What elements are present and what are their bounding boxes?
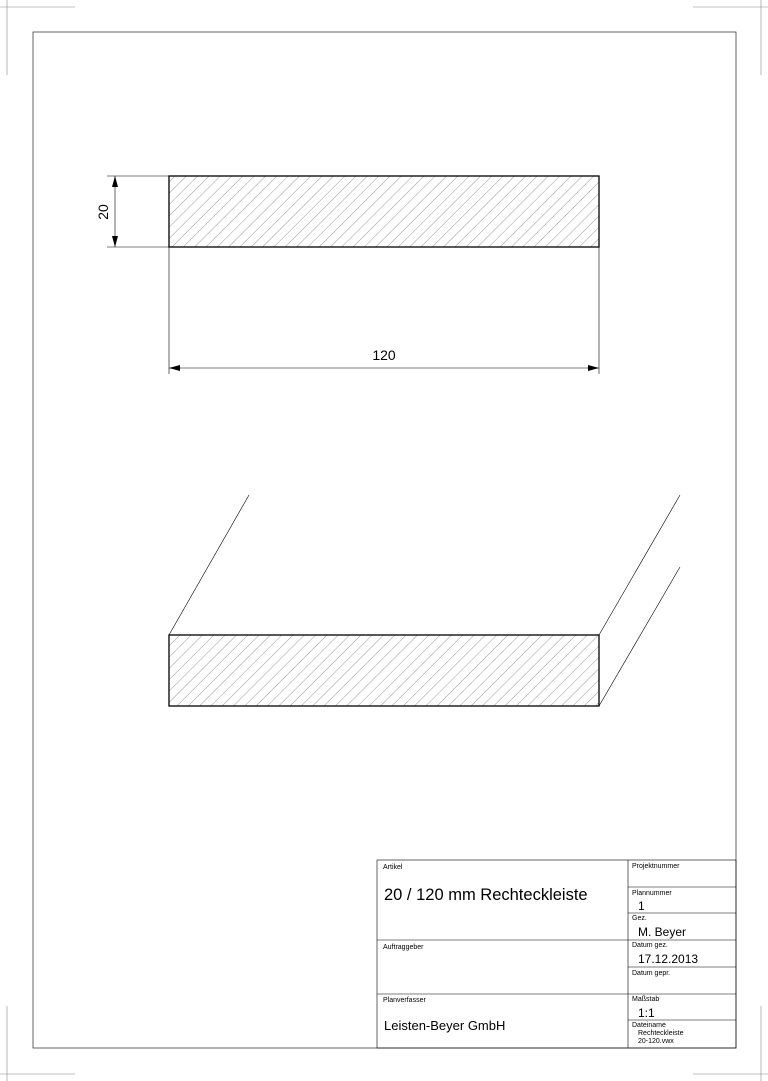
planverfasser-label: Planverfasser <box>383 997 426 1004</box>
dateiname-label: Dateiname <box>632 1022 666 1029</box>
isometric-front-face <box>169 635 599 706</box>
massstab-value: 1:1 <box>638 1006 655 1020</box>
cross-section-rectangle <box>169 176 599 247</box>
isometric-view <box>169 495 680 706</box>
projektnummer-label: Projektnummer <box>632 863 680 870</box>
gez-value: M. Beyer <box>638 925 687 939</box>
datum-gepr-label: Datum gepr. <box>632 970 671 977</box>
datum-gez-value: 17.12.2013 <box>638 952 699 966</box>
width-dimension-label: 120 <box>372 347 396 363</box>
dateiname-value-line1: Rechteckleiste <box>638 1030 684 1037</box>
plannummer-label: Plannummer <box>632 890 672 897</box>
datum-gez-label: Datum gez. <box>632 942 668 949</box>
height-dimension-label: 20 <box>95 204 111 220</box>
gez-label: Gez. <box>632 915 647 922</box>
plannummer-value: 1 <box>638 899 645 913</box>
artikel-value: 20 / 120 mm Rechteckleiste <box>384 886 588 904</box>
planverfasser-value: Leisten-Beyer GmbH <box>384 1018 506 1033</box>
artikel-label: Artikel <box>383 864 403 871</box>
auftraggeber-label: Auftraggeber <box>383 944 424 951</box>
massstab-label: Maßstab <box>632 996 660 1003</box>
dateiname-value-line2: 20-120.vwx <box>638 1038 674 1045</box>
height-dimension <box>107 176 169 247</box>
